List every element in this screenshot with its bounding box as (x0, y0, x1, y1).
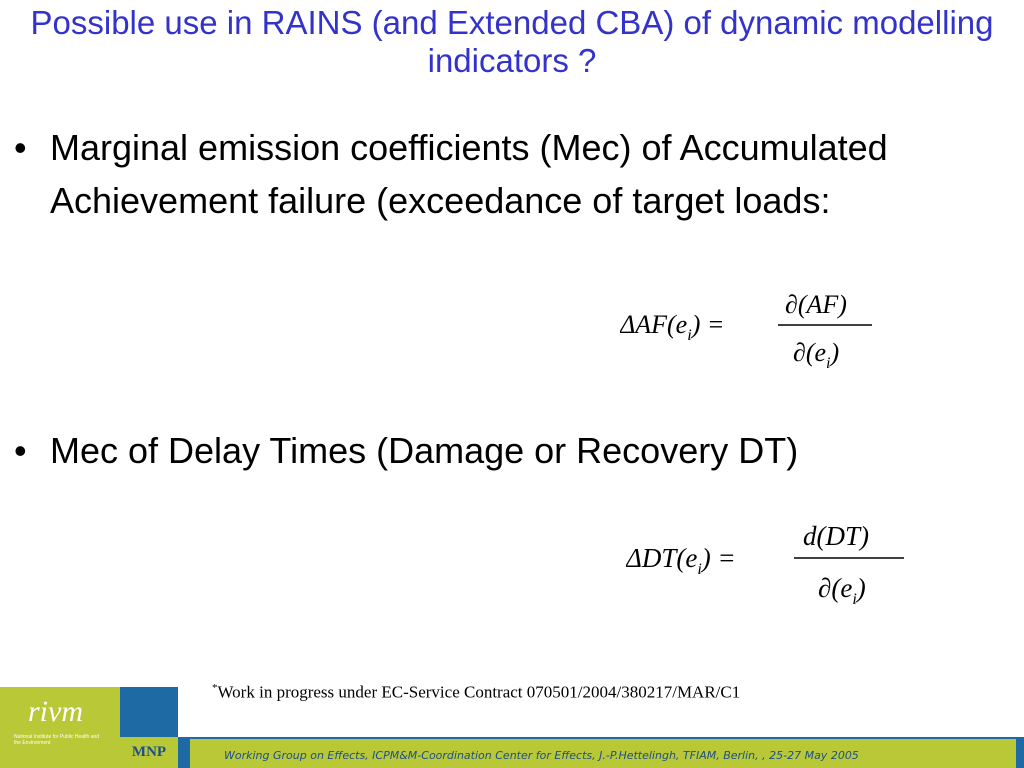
bullet-item (14, 424, 1004, 477)
bullet-marker: • (14, 127, 27, 168)
rivm-mnp-logo (0, 687, 178, 768)
equation-dt (626, 515, 916, 615)
bullet-text: Mec of Delay Times (Damage or Recovery DT) (50, 430, 799, 471)
equation-dt-numerator: d(DT) (803, 521, 869, 551)
equation-af-lhs: $\Delta AF(e_i)$ = (620, 310, 725, 344)
footnote-text: Work in progress under EC-Service Contract 070501/2004/380217/MAR/C1 (217, 682, 741, 702)
rivm-logo-subtitle: National Institute for Public Health and the Environment (14, 734, 100, 746)
footnote (212, 682, 740, 703)
bullet-item (14, 121, 1004, 227)
equation-af-numerator: ∂(AF) (785, 290, 847, 319)
slide-title: Possible use in RAINS (and Extended CBA) of dynamic modelling indicators ? (30, 4, 994, 79)
equation-dt-lhs: $\Delta DT(e_i)$ = (626, 543, 736, 578)
mnp-logo-text: MNP (120, 737, 178, 768)
logo-blue-panel (120, 687, 178, 737)
rivm-logo-text: rivm (28, 695, 83, 728)
footnote-marker: * (212, 682, 218, 694)
equation-af-denominator: $\partial(e_i)$ (793, 338, 840, 372)
bullet-marker: • (14, 430, 27, 471)
equation-af (620, 285, 880, 380)
bullet-text: Marginal emission coefficients (Mec) of Accumulated Achievement failure (exceedance of target loads: (50, 127, 888, 221)
footer-text: Working Group on Effects, ICPM&M-Coordination Center for Effects, J.-P.Hettelingh, TFIAM, Berlin, , 25-27 May 2005 (224, 749, 859, 762)
equation-dt-denominator: $\partial(e_i)$ (818, 573, 866, 608)
